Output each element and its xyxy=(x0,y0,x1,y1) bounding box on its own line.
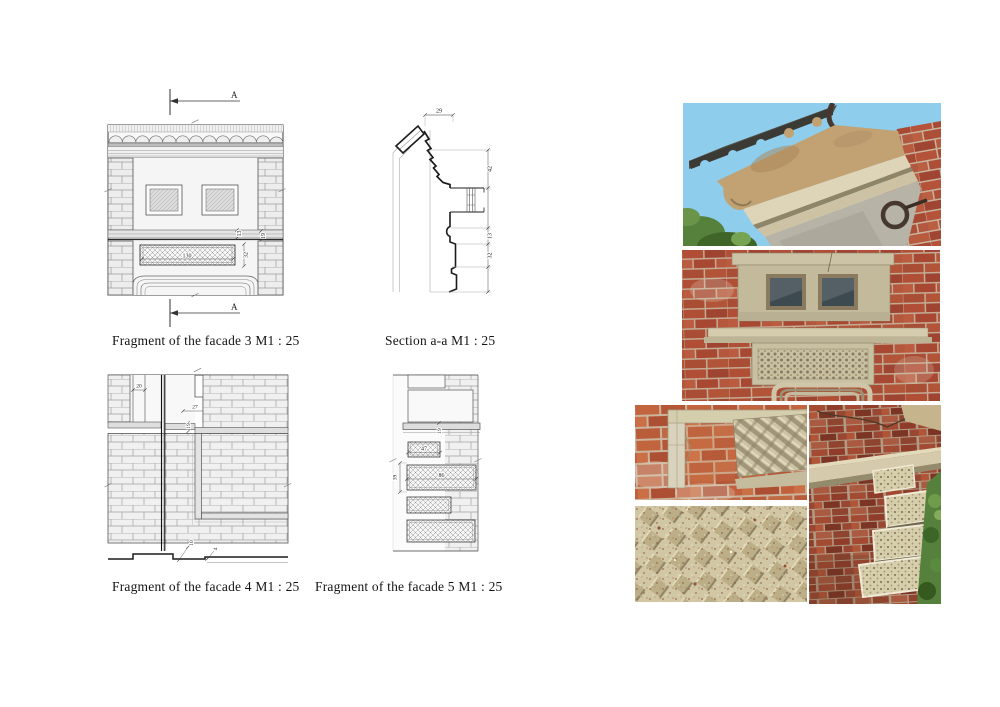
window-left xyxy=(766,274,806,310)
section-marker-bottom xyxy=(170,299,240,327)
facade-3-body xyxy=(105,120,286,297)
quoin-right-upper xyxy=(258,158,283,230)
figure-facade-4 xyxy=(100,365,300,577)
photo-corner-quoins xyxy=(809,405,941,604)
band-right xyxy=(195,428,288,434)
dim-overhang: 29 xyxy=(436,108,442,115)
figure-facade-3 xyxy=(100,85,300,331)
corner-trim-horizontal xyxy=(202,513,289,519)
attic-window-left xyxy=(146,185,182,215)
dim-band-top: 13 xyxy=(237,230,243,237)
wall-face xyxy=(447,212,457,292)
dim-band-height: 13 xyxy=(487,233,494,239)
drawing-section-aa xyxy=(380,100,510,340)
cornice-steps xyxy=(424,131,450,188)
corner-step xyxy=(195,375,203,423)
photo-stone-texture xyxy=(635,506,807,602)
extension-lines xyxy=(431,150,491,292)
marker-label-a-top: A xyxy=(231,90,238,100)
section-profile xyxy=(393,109,494,294)
quoin-right-lower xyxy=(258,241,283,295)
dim-band-height: 19 xyxy=(186,423,192,429)
rusticated-panel xyxy=(752,343,874,385)
string-course xyxy=(704,328,932,343)
drawing-facade-4 xyxy=(100,365,300,577)
band-left xyxy=(108,422,161,428)
dim-corner-width: 27 xyxy=(192,404,198,411)
drawing-facade-5 xyxy=(383,365,493,560)
attic-window-right xyxy=(202,185,238,215)
panel-fourth xyxy=(407,520,475,542)
dim-panel-height: 32 xyxy=(243,252,250,258)
figure-section-aa xyxy=(380,100,510,340)
corner-trim-vertical xyxy=(195,434,202,520)
quoin-left-upper xyxy=(108,158,133,230)
exposed-brick xyxy=(685,423,735,481)
rusticated-panel xyxy=(140,242,250,267)
dim-pilaster-width: 20 xyxy=(136,383,142,390)
quoin-left-lower xyxy=(108,241,133,295)
dim-plinth-depth: 10 xyxy=(189,540,195,546)
caption-facade-3: Fragment of the facade 3 M1 : 25 xyxy=(112,333,300,348)
parapet-block xyxy=(408,375,445,388)
drawing-facade-3 xyxy=(100,85,300,331)
speckles xyxy=(635,506,807,602)
photo-damaged-panel xyxy=(635,405,807,500)
photo-roof-cornice-corner xyxy=(683,103,941,246)
facade-5-body xyxy=(390,375,482,551)
brick-upper-right xyxy=(203,375,288,430)
caption-facade-5: Fragment of the facade 5 M1 : 25 xyxy=(315,579,503,594)
caption-section-aa: Section a-a M1 : 25 xyxy=(385,333,496,348)
figure-facade-5 xyxy=(383,365,493,560)
dim-plinth-step: 4 xyxy=(213,547,219,551)
dim-panel-height: 39 xyxy=(392,474,399,481)
window-right xyxy=(818,274,858,310)
dim-large-panel: 86 xyxy=(438,473,445,479)
caption-facade-4: Fragment of the facade 4 M1 : 25 xyxy=(112,579,300,594)
plinth-profile xyxy=(108,554,288,559)
facade-4-body xyxy=(105,368,292,562)
dim-small-panel: 47 xyxy=(421,446,427,453)
panel-small xyxy=(406,442,441,457)
photo-facade-windows xyxy=(682,250,940,401)
dim-band-bottom: 19 xyxy=(261,233,267,239)
panel-third xyxy=(407,497,451,513)
dim-cornice-height: 42 xyxy=(487,166,494,172)
section-marker-top xyxy=(170,89,240,115)
brick-upper-left xyxy=(108,375,130,423)
dim-band-height: 19 xyxy=(437,428,443,434)
dim-lower-band-height: 32 xyxy=(487,252,494,259)
window-surround xyxy=(732,253,894,321)
marker-label-a-bottom: A xyxy=(231,302,238,312)
dim-panel-width: 130 xyxy=(182,253,192,260)
window-block xyxy=(408,390,473,422)
